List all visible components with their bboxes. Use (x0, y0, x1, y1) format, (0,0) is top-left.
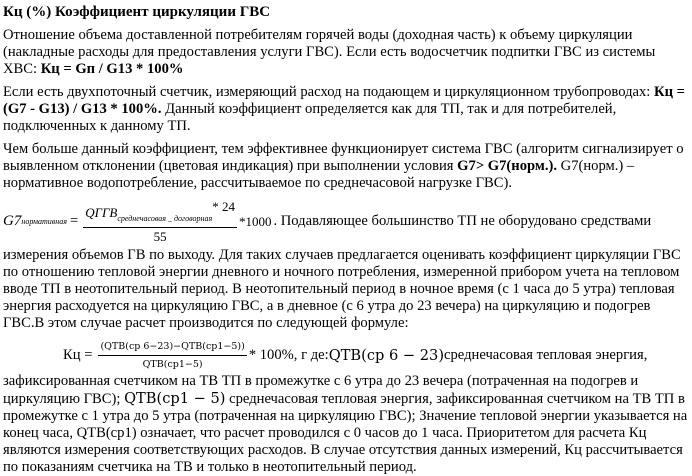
times-1000: *1000 (238, 214, 272, 229)
g7-symbol: G7 (3, 213, 22, 229)
efficiency-text: Чем больше данный коэффициент, тем эффективнее функционирует система ГВС (алгоритм сигнализирует о выявленном отклонении (цветовая индикация) при выполнении условия (3, 141, 684, 174)
formula-kc-g7: Кц = (G7 - G13) / G13 * 100%. (3, 84, 685, 117)
formula-g7-norm (3, 198, 271, 245)
q-night-term: QТВ(ср1 − 5) (124, 390, 226, 407)
efficiency-text-2: G7(норм.) – нормативное водопотребление, рассчитываемое по среднечасовой нагрузке ГВС). (3, 158, 635, 191)
two-flow-text: Если есть двухпоточный счетчик, измеряющий расход на подающем и циркуляционном трубопроводах: (3, 84, 654, 100)
g7-denominator: 55 (153, 229, 167, 244)
paragraph-measurement: измерения объемов ГВ по выходу. Для таких случаев предлагается оценивать коэффициент циркуляции ГВС по отношению тепловой энергии дневного и ночного потребления, измеренной прибором учета на тепловом вводе ТП в неотопительный период. В неотопительный период в ночное время (с 1 часа до 5 утра) тепловая энергия расходуется на циркуляцию ГВС, а в дневное (с 6 утра до 23 вечера) на циркуляцию и подогрев ГВС.В этом случае расчет производится по следующей формуле: (3, 247, 681, 331)
explanation-text: зафиксированная счетчиком на ТВ ТП в промежутке с 6 утра до 23 вечера (потраченная на подогрев и циркуляцию ГВС); (3, 373, 639, 407)
paragraph-efficiency (3, 141, 689, 192)
kc-numerator: (QТВ(ср 6−23)−QТВ(ср1−5)) (98, 338, 246, 356)
condition-g7: G7> G7(норм.). (457, 158, 557, 174)
formula-kc-gp: Кц = Gп / G13 * 100% (40, 61, 184, 77)
times-24: * 24 (212, 199, 235, 214)
q-day-desc: среднечасовая тепловая энергия, (444, 347, 648, 363)
g7-numerator (83, 198, 237, 228)
kc-tail: * 100%, г де: (248, 347, 329, 363)
paragraph-two-flow (3, 84, 689, 135)
qggv-subscript: среднечасовая _ договорная (117, 214, 213, 223)
page-title: Кц (%) Коэффициент циркуляции ГВС (3, 4, 271, 20)
equals-sign: = (69, 213, 79, 229)
paragraph-definition (3, 27, 689, 78)
definition-text: Отношение объема доставленной потребителям горячей воды (доходная часть) к объему циркуляции (накладные расходы для предоставления услуги ГВС). Если есть водосчетчик подпитки ГВС из системы ХВС: (3, 27, 656, 77)
qggv-symbol: QГГВ (85, 205, 118, 220)
q-day-term: QТВ(ср 6 − 23) (328, 347, 445, 364)
g7-subscript: нормативная (21, 217, 67, 226)
majority-text: . Подавляющее большинство ТП не оборудовано средствами (273, 213, 652, 229)
kc-fraction (98, 338, 246, 373)
g7-fraction (83, 198, 237, 245)
kc-denominator: QТВ(ср1−5) (142, 359, 203, 370)
formula-kc-heat-line (63, 338, 689, 373)
two-flow-text-2: Данный коэффициент определяется как для ТП, так и для потребителей, подключенных к данному ТП. (3, 101, 617, 134)
explanation-text-2: среднечасовая тепловая энергия, зафиксированная счетчиком на ТВ ТП в промежутке с 1 утра до 5 утра (потраченная на циркуляцию ГВС); Значение тепловой энергии указывается на конец часа, QТВ(ср1) означает, что расчет проводился с 0 часов до 1 часа. Приоритетом для расчета Кц являются измерения соответствующих расходов. В случае отсутствия данных измерений, Кц рассчитывается по показаниям счетчика на ТВ и только в неотопительный период. (3, 391, 688, 475)
formula-g7-norm-line (3, 198, 689, 245)
kc-lhs: Кц = (63, 347, 93, 363)
